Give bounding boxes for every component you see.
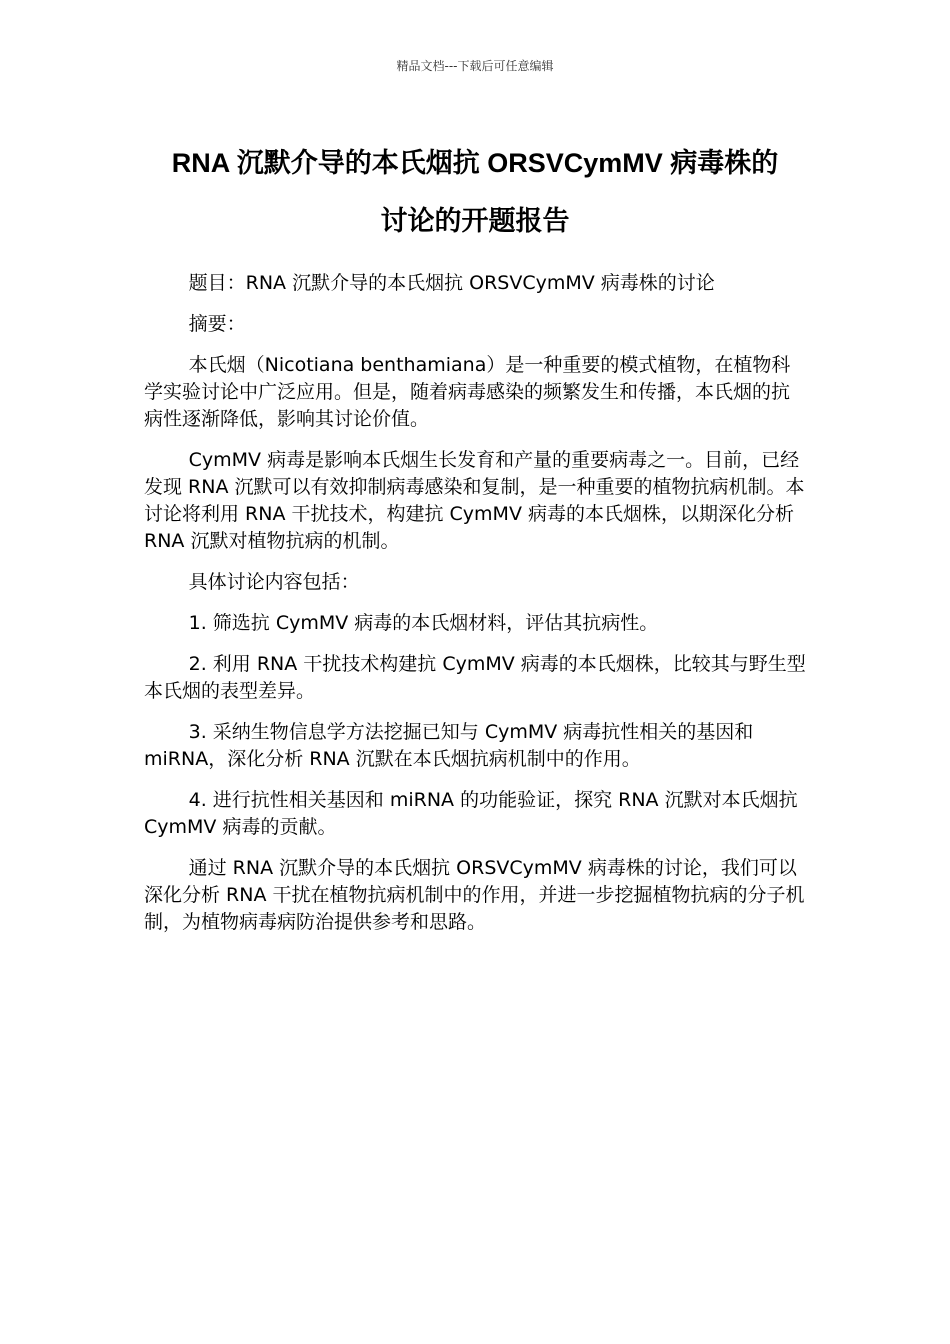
title-line-1: RNA 沉默介导的本氏烟抗 ORSVCymMV 病毒株的 — [171, 148, 779, 178]
subject-line: 题目：RNA 沉默介导的本氏烟抗 ORSVCymMV 病毒株的讨论 — [188, 272, 715, 294]
paragraph-cymmv: CymMV 病毒是影响本氏烟生长发育和产量的重要病毒之一。目前，已经发现 RNA 沉默可以有效抑制病毒感染和复制，是一种重要的植物抗病机制。本讨论将利用 RNA 干扰技术，构建抗 CymMV 病毒的本氏烟株，以期深化分析 RNA 沉默对植物抗病的机制。 — [144, 449, 805, 552]
document-body — [144, 270, 808, 950]
title-line-2: 讨论的开题报告 — [380, 206, 570, 236]
list-item-4: 4. 进行抗性相关基因和 miRNA 的功能验证，探究 RNA 沉默对本氏烟抗 CymMV 病毒的贡献。 — [144, 789, 798, 838]
list-item-2: 2. 利用 RNA 干扰技术构建抗 CymMV 病毒的本氏烟株，比较其与野生型本氏烟的表型差异。 — [144, 653, 806, 702]
page-header-note: 精品文档---下载后可任意编辑 — [396, 59, 554, 73]
list-item-3: 3. 采纳生物信息学方法挖掘已知与 CymMV 病毒抗性相关的基因和 miRNA，深化分析 RNA 沉默在本氏烟抗病机制中的作用。 — [144, 721, 754, 770]
document-title — [120, 134, 830, 250]
list-item-1: 1. 筛选抗 CymMV 病毒的本氏烟材料，评估其抗病性。 — [188, 612, 659, 634]
paragraph-conclusion: 通过 RNA 沉默介导的本氏烟抗 ORSVCymMV 病毒株的讨论，我们可以深化分析 RNA 干扰在植物抗病机制中的作用，并进一步挖掘植物抗病的分子机制，为植物病毒病防治提供参考和思路。 — [144, 857, 805, 933]
paragraph-background: 本氏烟（Nicotiana benthamiana）是一种重要的模式植物，在植物科学实验讨论中广泛应用。但是，随着病毒感染的频繁发生和传播，本氏烟的抗病性逐渐降低，影响其讨论价值。 — [144, 354, 791, 430]
content-intro: 具体讨论内容包括： — [188, 571, 360, 593]
abstract-label: 摘要： — [188, 313, 246, 335]
